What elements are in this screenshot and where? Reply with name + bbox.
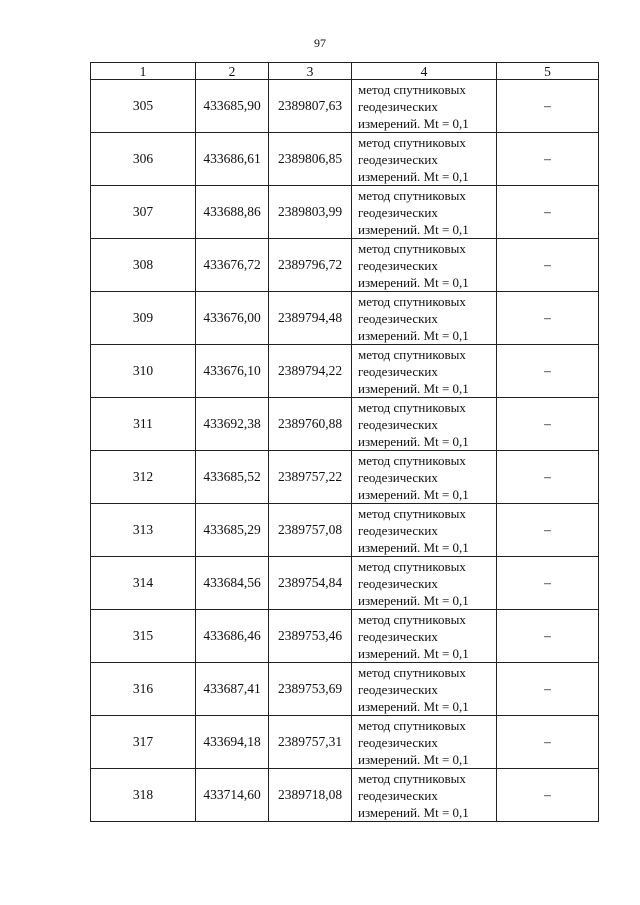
table-row: [91, 398, 599, 451]
method-line: метод спутниковых: [358, 240, 466, 256]
note-cell: –: [497, 186, 599, 239]
method-cell: [352, 239, 497, 292]
method-line: измерений. Mt = 0,1: [358, 115, 469, 131]
point-number-cell: 311: [91, 398, 196, 451]
note-cell: –: [497, 716, 599, 769]
note-cell: –: [497, 80, 599, 133]
table-row: [91, 292, 599, 345]
y-coordinate-cell: 2389718,08: [269, 769, 352, 822]
note-cell: –: [497, 769, 599, 822]
method-line: метод спутниковых: [358, 452, 466, 468]
note-cell: –: [497, 504, 599, 557]
method-line: метод спутниковых: [358, 770, 466, 786]
y-coordinate-cell: 2389803,99: [269, 186, 352, 239]
y-coordinate-cell: 2389794,22: [269, 345, 352, 398]
point-number-cell: 315: [91, 610, 196, 663]
table-row: [91, 186, 599, 239]
method-line: геодезических: [358, 734, 438, 750]
y-coordinate-cell: 2389796,72: [269, 239, 352, 292]
method-line: геодезических: [358, 681, 438, 697]
method-line: измерений. Mt = 0,1: [358, 433, 469, 449]
method-line: метод спутниковых: [358, 611, 466, 627]
method-line: измерений. Mt = 0,1: [358, 698, 469, 714]
method-cell: [352, 769, 497, 822]
method-line: измерений. Mt = 0,1: [358, 168, 469, 184]
method-line: измерений. Mt = 0,1: [358, 327, 469, 343]
method-line: геодезических: [358, 575, 438, 591]
method-line: геодезических: [358, 416, 438, 432]
table-row: [91, 663, 599, 716]
note-cell: –: [497, 239, 599, 292]
table-row: [91, 557, 599, 610]
method-cell: [352, 716, 497, 769]
header-col-1: 1: [91, 63, 196, 80]
y-coordinate-cell: 2389757,31: [269, 716, 352, 769]
x-coordinate-cell: 433685,29: [196, 504, 269, 557]
note-cell: –: [497, 345, 599, 398]
coordinates-table: [90, 62, 599, 822]
x-coordinate-cell: 433684,56: [196, 557, 269, 610]
method-line: метод спутниковых: [358, 505, 466, 521]
method-line: метод спутниковых: [358, 717, 466, 733]
method-cell: [352, 504, 497, 557]
point-number-cell: 310: [91, 345, 196, 398]
method-cell: [352, 292, 497, 345]
x-coordinate-cell: 433676,72: [196, 239, 269, 292]
y-coordinate-cell: 2389757,08: [269, 504, 352, 557]
table-row: [91, 80, 599, 133]
method-line: метод спутниковых: [358, 187, 466, 203]
header-col-3: 3: [269, 63, 352, 80]
table-row: [91, 769, 599, 822]
method-line: метод спутниковых: [358, 399, 466, 415]
x-coordinate-cell: 433685,90: [196, 80, 269, 133]
note-cell: –: [497, 663, 599, 716]
method-cell: [352, 663, 497, 716]
method-cell: [352, 80, 497, 133]
method-line: геодезических: [358, 151, 438, 167]
method-line: метод спутниковых: [358, 81, 466, 97]
method-cell: [352, 398, 497, 451]
method-line: метод спутниковых: [358, 293, 466, 309]
x-coordinate-cell: 433692,38: [196, 398, 269, 451]
x-coordinate-cell: 433676,10: [196, 345, 269, 398]
y-coordinate-cell: 2389753,69: [269, 663, 352, 716]
method-line: метод спутниковых: [358, 558, 466, 574]
point-number-cell: 313: [91, 504, 196, 557]
method-cell: [352, 610, 497, 663]
method-line: геодезических: [358, 628, 438, 644]
point-number-cell: 316: [91, 663, 196, 716]
method-line: измерений. Mt = 0,1: [358, 221, 469, 237]
note-cell: –: [497, 292, 599, 345]
table-row: [91, 716, 599, 769]
point-number-cell: 307: [91, 186, 196, 239]
x-coordinate-cell: 433685,52: [196, 451, 269, 504]
method-line: измерений. Mt = 0,1: [358, 804, 469, 820]
point-number-cell: 312: [91, 451, 196, 504]
method-line: измерений. Mt = 0,1: [358, 539, 469, 555]
method-line: геодезических: [358, 469, 438, 485]
note-cell: –: [497, 557, 599, 610]
header-col-4: 4: [352, 63, 497, 80]
x-coordinate-cell: 433714,60: [196, 769, 269, 822]
method-line: измерений. Mt = 0,1: [358, 486, 469, 502]
y-coordinate-cell: 2389760,88: [269, 398, 352, 451]
method-cell: [352, 186, 497, 239]
point-number-cell: 317: [91, 716, 196, 769]
method-line: измерений. Mt = 0,1: [358, 751, 469, 767]
method-line: геодезических: [358, 787, 438, 803]
method-cell: [352, 557, 497, 610]
y-coordinate-cell: 2389806,85: [269, 133, 352, 186]
method-line: метод спутниковых: [358, 664, 466, 680]
table-row: [91, 610, 599, 663]
y-coordinate-cell: 2389794,48: [269, 292, 352, 345]
point-number-cell: 306: [91, 133, 196, 186]
method-line: геодезических: [358, 204, 438, 220]
method-line: геодезических: [358, 98, 438, 114]
method-line: геодезических: [358, 363, 438, 379]
table-row: [91, 451, 599, 504]
x-coordinate-cell: 433676,00: [196, 292, 269, 345]
x-coordinate-cell: 433686,46: [196, 610, 269, 663]
method-line: измерений. Mt = 0,1: [358, 592, 469, 608]
method-line: измерений. Mt = 0,1: [358, 645, 469, 661]
note-cell: –: [497, 451, 599, 504]
note-cell: –: [497, 398, 599, 451]
method-cell: [352, 451, 497, 504]
y-coordinate-cell: 2389757,22: [269, 451, 352, 504]
header-col-2: 2: [196, 63, 269, 80]
point-number-cell: 314: [91, 557, 196, 610]
method-line: измерений. Mt = 0,1: [358, 380, 469, 396]
x-coordinate-cell: 433686,61: [196, 133, 269, 186]
table-row: [91, 504, 599, 557]
x-coordinate-cell: 433694,18: [196, 716, 269, 769]
point-number-cell: 308: [91, 239, 196, 292]
y-coordinate-cell: 2389807,63: [269, 80, 352, 133]
table-row: [91, 133, 599, 186]
method-line: геодезических: [358, 522, 438, 538]
method-line: геодезических: [358, 310, 438, 326]
x-coordinate-cell: 433687,41: [196, 663, 269, 716]
method-line: измерений. Mt = 0,1: [358, 274, 469, 290]
header-col-5: 5: [497, 63, 599, 80]
point-number-cell: 309: [91, 292, 196, 345]
note-cell: –: [497, 610, 599, 663]
x-coordinate-cell: 433688,86: [196, 186, 269, 239]
table-body: [91, 80, 599, 822]
method-line: метод спутниковых: [358, 134, 466, 150]
y-coordinate-cell: 2389754,84: [269, 557, 352, 610]
method-cell: [352, 345, 497, 398]
table-row: [91, 345, 599, 398]
point-number-cell: 318: [91, 769, 196, 822]
method-cell: [352, 133, 497, 186]
method-line: метод спутниковых: [358, 346, 466, 362]
method-line: геодезических: [358, 257, 438, 273]
y-coordinate-cell: 2389753,46: [269, 610, 352, 663]
page-number: 97: [314, 36, 326, 50]
point-number-cell: 305: [91, 80, 196, 133]
table-row: [91, 239, 599, 292]
table-header-row: [91, 63, 599, 80]
note-cell: –: [497, 133, 599, 186]
